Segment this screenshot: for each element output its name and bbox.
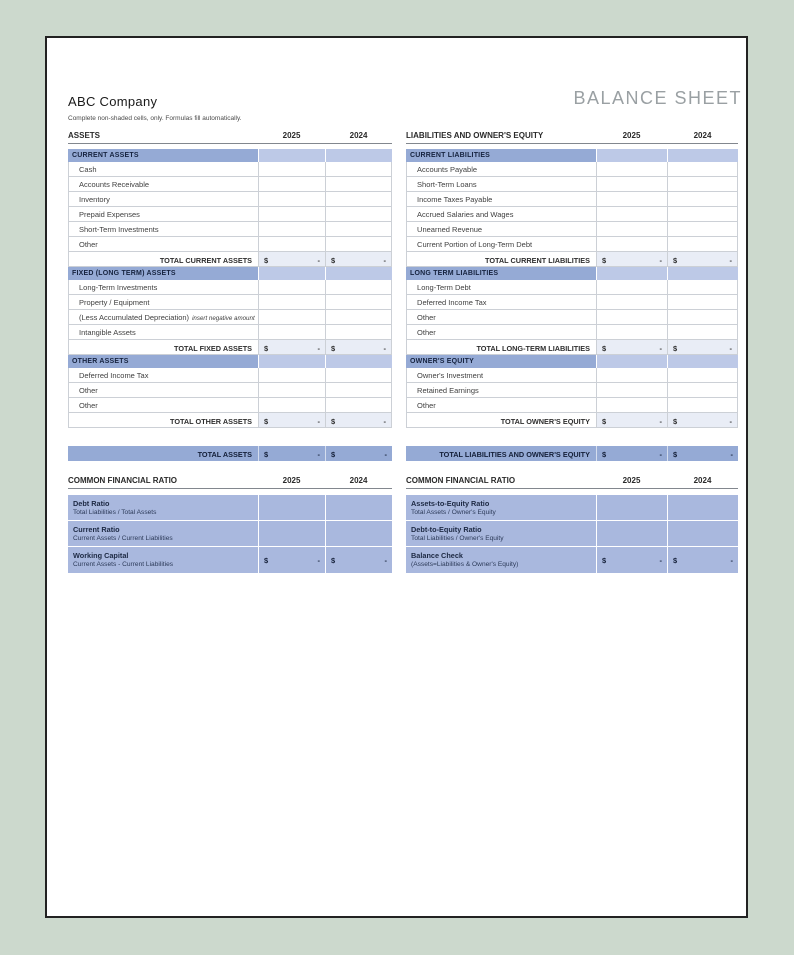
amount-input-cell[interactable] <box>596 383 667 397</box>
section-total-amount-cell <box>325 252 392 266</box>
amount-input-cell[interactable] <box>667 383 738 397</box>
section-total-label: TOTAL OWNER'S EQUITY <box>406 413 596 427</box>
amount-input-cell[interactable] <box>258 310 325 324</box>
amount-placeholder: - <box>317 416 321 426</box>
line-item-label: Property / Equipment <box>79 298 150 307</box>
line-item-label: Cash <box>79 165 97 174</box>
line-item-label: Deferred Income Tax <box>417 298 487 307</box>
ratio-formula: Total Liabilities / Owner's Equity <box>411 535 504 542</box>
section-header-cell <box>325 267 392 280</box>
ratio-formula: Total Liabilities / Total Assets <box>73 509 157 516</box>
ratio-name: Current Ratio <box>73 524 120 534</box>
table-header-row <box>68 129 392 144</box>
currency-symbol: $ <box>264 449 269 459</box>
line-item-label-cell <box>68 237 258 251</box>
ratio-row <box>406 521 738 547</box>
currency-symbol: $ <box>602 255 607 265</box>
amount-input-cell[interactable] <box>667 222 738 236</box>
amount-input-cell[interactable] <box>596 162 667 176</box>
section-header-cell <box>667 355 738 368</box>
section-total-label: TOTAL FIXED ASSETS <box>68 340 258 354</box>
table-title: ASSETS <box>68 131 101 140</box>
currency-symbol: $ <box>331 255 336 265</box>
section-total-amount-cell <box>596 252 667 266</box>
ratio-name: Balance Check <box>411 550 463 560</box>
ratio-title: COMMON FINANCIAL RATIO <box>406 476 516 485</box>
amount-input-cell[interactable] <box>325 237 392 251</box>
amount-input-cell[interactable] <box>325 310 392 324</box>
year-column-header: 2024 <box>693 131 712 140</box>
ratio-value-cell <box>325 495 392 520</box>
section-header-cell <box>667 267 738 280</box>
amount-input-cell[interactable] <box>258 192 325 206</box>
line-item-label: Accrued Salaries and Wages <box>417 210 514 219</box>
line-item-label: Other <box>79 386 98 395</box>
ratio-name: Debt-to-Equity Ratio <box>411 524 482 534</box>
company-name: ABC Company <box>68 94 158 109</box>
section-header-row <box>406 149 738 162</box>
section-header-cell <box>258 149 325 162</box>
amount-input-cell[interactable] <box>596 310 667 324</box>
currency-symbol: $ <box>673 343 678 353</box>
section-total-label: TOTAL OTHER ASSETS <box>68 413 258 427</box>
line-item-row <box>68 192 392 207</box>
line-item-row <box>406 280 738 295</box>
line-item-label-cell <box>68 295 258 309</box>
section-header-cell <box>325 149 392 162</box>
section-title: LONG TERM LIABILITIES <box>406 267 596 280</box>
amount-input-cell[interactable] <box>667 162 738 176</box>
year-column-header: 2025 <box>282 131 301 140</box>
year-column-header: 2024 <box>349 131 368 140</box>
section-header-cell <box>596 149 667 162</box>
line-item-label: Accounts Receivable <box>79 180 150 189</box>
amount-placeholder: - <box>317 343 321 353</box>
line-item-row <box>68 222 392 237</box>
amount-input-cell[interactable] <box>596 177 667 191</box>
ratio-label-cell <box>68 547 258 573</box>
amount-input-cell[interactable] <box>258 383 325 397</box>
currency-symbol: $ <box>264 556 269 565</box>
line-item-label: Short-Term Loans <box>417 180 477 189</box>
ratio-row <box>68 495 392 521</box>
amount-input-cell[interactable] <box>667 310 738 324</box>
section-total-amount-cell <box>258 340 325 354</box>
amount-input-cell[interactable] <box>258 237 325 251</box>
line-item-row <box>68 398 392 413</box>
table-title: LIABILITIES AND OWNER'S EQUITY <box>406 131 544 140</box>
currency-symbol: $ <box>673 416 678 426</box>
section-title: OTHER ASSETS <box>68 355 258 368</box>
ratio-value-cell <box>325 547 392 573</box>
amount-input-cell[interactable] <box>596 237 667 251</box>
section-total-label: TOTAL CURRENT LIABILITIES <box>406 252 596 266</box>
grand-total-amount-cell <box>596 446 667 461</box>
amount-placeholder: - <box>384 449 388 459</box>
section-title: CURRENT ASSETS <box>68 149 258 162</box>
amount-input-cell[interactable] <box>596 207 667 221</box>
amount-input-cell[interactable] <box>667 398 738 412</box>
line-item-label: Current Portion of Long-Term Debt <box>417 240 533 249</box>
table-header-row <box>406 129 738 144</box>
line-item-row <box>406 325 738 340</box>
grand-total-row <box>406 446 738 461</box>
section-total-amount-cell <box>596 340 667 354</box>
year-column-header: 2025 <box>282 476 301 485</box>
amount-input-cell[interactable] <box>325 207 392 221</box>
amount-placeholder: - <box>317 449 321 459</box>
amount-placeholder: - <box>729 255 732 265</box>
currency-symbol: $ <box>673 255 678 265</box>
amount-input-cell[interactable] <box>667 237 738 251</box>
ratio-name: Debt Ratio <box>73 498 110 508</box>
amount-input-cell[interactable] <box>325 368 392 382</box>
amount-placeholder: - <box>729 416 732 426</box>
line-item-label-cell <box>406 280 596 294</box>
amount-input-cell[interactable] <box>325 192 392 206</box>
section-total-label: TOTAL CURRENT ASSETS <box>68 252 258 266</box>
line-item-label: Intangible Assets <box>79 328 136 337</box>
section-title: CURRENT LIABILITIES <box>406 149 596 162</box>
assets-table <box>68 129 392 573</box>
masthead <box>68 88 742 109</box>
amount-input-cell[interactable] <box>596 368 667 382</box>
ratio-label-cell <box>406 521 596 546</box>
grand-total-amount-cell <box>325 446 392 461</box>
amount-input-cell[interactable] <box>596 280 667 294</box>
amount-input-cell[interactable] <box>596 295 667 309</box>
amount-input-cell[interactable] <box>596 325 667 339</box>
ratio-value-cell <box>325 521 392 546</box>
amount-input-cell[interactable] <box>258 177 325 191</box>
amount-input-cell[interactable] <box>667 368 738 382</box>
amount-placeholder: - <box>659 343 662 353</box>
section-header-cell <box>596 267 667 280</box>
currency-symbol: $ <box>602 556 607 565</box>
amount-input-cell[interactable] <box>258 325 325 339</box>
line-item-row <box>406 222 738 237</box>
grand-total-label: TOTAL LIABILITIES AND OWNER'S EQUITY <box>439 449 590 459</box>
currency-symbol: $ <box>673 449 678 459</box>
section-total-label: TOTAL LONG-TERM LIABILITIES <box>406 340 596 354</box>
line-item-label-cell <box>406 237 596 251</box>
line-item-label-cell <box>68 222 258 236</box>
ratio-name: Assets-to-Equity Ratio <box>411 498 490 508</box>
section-total-amount-cell <box>667 252 738 266</box>
section-header-row <box>68 267 392 280</box>
amount-input-cell[interactable] <box>325 398 392 412</box>
line-item-row <box>68 237 392 252</box>
line-item-label-cell <box>406 398 596 412</box>
line-item-label-cell <box>406 295 596 309</box>
line-item-label-cell <box>406 177 596 191</box>
section-total-row <box>406 340 738 355</box>
amount-placeholder: - <box>659 416 662 426</box>
line-item-label: Short-Term Investments <box>79 225 159 234</box>
line-item-label-cell <box>68 368 258 382</box>
amount-input-cell[interactable] <box>258 368 325 382</box>
amount-placeholder: - <box>383 255 387 265</box>
section-total-amount-cell <box>258 413 325 427</box>
instructions-note: Complete non-shaded cells, only. Formulas fill automatically. <box>68 115 242 122</box>
line-item-label-cell <box>68 280 258 294</box>
balance-sheet-tables <box>68 129 738 573</box>
section-total-row <box>68 252 392 267</box>
line-item-label-cell <box>68 162 258 176</box>
ratio-row <box>68 547 392 573</box>
section-total-amount-cell <box>325 340 392 354</box>
amount-placeholder: - <box>384 556 388 565</box>
section-total-row <box>406 413 738 428</box>
ratio-value-cell <box>596 521 667 546</box>
line-item-row <box>68 177 392 192</box>
currency-symbol: $ <box>602 416 607 426</box>
ratio-value-cell <box>258 547 325 573</box>
section-total-row <box>406 252 738 267</box>
amount-input-cell[interactable] <box>258 398 325 412</box>
amount-placeholder: - <box>659 449 662 459</box>
currency-symbol: $ <box>331 556 336 565</box>
ratio-formula: Current Assets - Current Liabilities <box>73 561 174 568</box>
section-total-amount-cell <box>667 340 738 354</box>
amount-placeholder: - <box>383 343 387 353</box>
section-header-cell <box>596 355 667 368</box>
liabilities-table <box>406 129 738 573</box>
ratio-title: COMMON FINANCIAL RATIO <box>68 476 178 485</box>
currency-symbol: $ <box>264 255 269 265</box>
ratio-row <box>68 521 392 547</box>
amount-placeholder: - <box>317 255 321 265</box>
section-title: OWNER'S EQUITY <box>406 355 596 368</box>
ratio-value-cell <box>667 547 738 573</box>
ratio-row <box>406 547 738 573</box>
currency-symbol: $ <box>331 416 336 426</box>
amount-placeholder: - <box>383 416 387 426</box>
section-header-cell <box>258 355 325 368</box>
amount-input-cell[interactable] <box>667 207 738 221</box>
currency-symbol: $ <box>673 556 678 565</box>
line-item-label-cell <box>68 398 258 412</box>
year-column-header: 2025 <box>622 131 641 140</box>
amount-input-cell[interactable] <box>325 383 392 397</box>
currency-symbol: $ <box>331 449 336 459</box>
line-item-label: Long-Term Debt <box>417 283 471 292</box>
line-item-label-cell <box>68 192 258 206</box>
amount-input-cell[interactable] <box>596 222 667 236</box>
line-item-label: Inventory <box>79 195 110 204</box>
line-item-label: Accounts Payable <box>417 165 478 174</box>
ratio-value-cell <box>596 547 667 573</box>
amount-input-cell[interactable] <box>325 295 392 309</box>
line-item-label-cell <box>68 310 258 324</box>
amount-input-cell[interactable] <box>325 162 392 176</box>
section-header-row <box>68 149 392 162</box>
amount-input-cell[interactable] <box>258 280 325 294</box>
line-item-row <box>68 207 392 222</box>
section-title: FIXED (LONG TERM) ASSETS <box>68 267 258 280</box>
line-item-label: (Less Accumulated Depreciation) <box>79 313 190 322</box>
amount-input-cell[interactable] <box>258 207 325 221</box>
line-item-label-cell <box>406 162 596 176</box>
amount-input-cell[interactable] <box>325 222 392 236</box>
currency-symbol: $ <box>331 343 336 353</box>
line-item-label-cell <box>406 222 596 236</box>
line-item-label-cell <box>406 368 596 382</box>
ratio-formula: (Assets=Liabilities & Owner's Equity) <box>411 561 519 568</box>
section-total-amount-cell <box>596 413 667 427</box>
currency-symbol: $ <box>602 449 607 459</box>
line-item-label: Owner's Investment <box>417 371 484 380</box>
line-item-label-cell <box>406 310 596 324</box>
line-item-row <box>406 237 738 252</box>
ratio-header-row <box>68 474 392 489</box>
section-total-amount-cell <box>667 413 738 427</box>
amount-input-cell[interactable] <box>667 192 738 206</box>
ratio-value-cell <box>258 521 325 546</box>
document-title: BALANCE SHEET <box>573 88 742 108</box>
line-item-label-cell <box>406 325 596 339</box>
line-item-note: insert negative amount <box>192 315 255 322</box>
line-item-label: Other <box>79 401 98 410</box>
amount-placeholder: - <box>317 556 321 565</box>
currency-symbol: $ <box>264 416 269 426</box>
line-item-row <box>406 398 738 413</box>
amount-input-cell[interactable] <box>596 398 667 412</box>
line-item-label-cell <box>68 177 258 191</box>
amount-input-cell[interactable] <box>325 325 392 339</box>
year-column-header: 2024 <box>349 476 368 485</box>
amount-input-cell[interactable] <box>325 280 392 294</box>
currency-symbol: $ <box>264 343 269 353</box>
amount-input-cell[interactable] <box>667 280 738 294</box>
section-header-row <box>68 355 392 368</box>
section-total-amount-cell <box>325 413 392 427</box>
ratio-label-cell <box>406 495 596 520</box>
grand-total-label: TOTAL ASSETS <box>197 449 253 459</box>
ratio-formula: Total Assets / Owner's Equity <box>411 509 496 516</box>
ratio-name: Working Capital <box>73 550 129 560</box>
line-item-row <box>406 162 738 177</box>
ratio-row <box>406 495 738 521</box>
amount-placeholder: - <box>729 343 732 353</box>
line-item-row <box>406 310 738 325</box>
line-item-label-cell <box>406 383 596 397</box>
amount-placeholder: - <box>730 449 733 459</box>
line-item-row <box>406 207 738 222</box>
section-header-cell <box>667 149 738 162</box>
line-item-label-cell <box>406 207 596 221</box>
line-item-row <box>68 280 392 295</box>
line-item-label: Other <box>417 401 436 410</box>
grand-total-row <box>68 446 392 461</box>
line-item-label: Unearned Revenue <box>417 225 483 234</box>
line-item-row <box>68 310 392 325</box>
line-item-row <box>68 295 392 310</box>
amount-placeholder: - <box>659 255 662 265</box>
line-item-label: Deferred Income Tax <box>79 371 149 380</box>
line-item-row <box>406 383 738 398</box>
ratio-label-cell <box>68 521 258 546</box>
line-item-label: Prepaid Expenses <box>79 210 140 219</box>
line-item-label-cell <box>406 192 596 206</box>
amount-input-cell[interactable] <box>667 325 738 339</box>
line-item-row <box>68 325 392 340</box>
grand-total-amount-cell <box>258 446 325 461</box>
ratio-value-cell <box>258 495 325 520</box>
section-header-cell <box>258 267 325 280</box>
line-item-row <box>406 368 738 383</box>
year-column-header: 2024 <box>693 476 712 485</box>
balance-sheet-page <box>45 36 748 918</box>
line-item-label: Other <box>79 240 98 249</box>
amount-input-cell[interactable] <box>596 192 667 206</box>
line-item-label: Other <box>417 313 436 322</box>
ratio-label-cell <box>406 547 596 573</box>
section-total-row <box>68 340 392 355</box>
line-item-row <box>68 368 392 383</box>
amount-placeholder: - <box>730 556 733 565</box>
section-total-amount-cell <box>258 252 325 266</box>
amount-input-cell[interactable] <box>258 222 325 236</box>
amount-input-cell[interactable] <box>258 162 325 176</box>
line-item-label: Retained Earnings <box>417 386 479 395</box>
ratio-label-cell <box>68 495 258 520</box>
line-item-label: Long-Term Investments <box>79 283 158 292</box>
amount-input-cell[interactable] <box>667 177 738 191</box>
section-header-cell <box>325 355 392 368</box>
line-item-label-cell <box>68 383 258 397</box>
line-item-label: Income Taxes Payable <box>417 195 493 204</box>
amount-input-cell[interactable] <box>667 295 738 309</box>
page-content <box>47 38 746 573</box>
ratio-value-cell <box>596 495 667 520</box>
line-item-row <box>406 192 738 207</box>
ratio-value-cell <box>667 521 738 546</box>
amount-input-cell[interactable] <box>325 177 392 191</box>
grand-total-amount-cell <box>667 446 738 461</box>
year-column-header: 2025 <box>622 476 641 485</box>
section-header-row <box>406 355 738 368</box>
ratio-formula: Current Assets / Current Liabilities <box>73 535 173 542</box>
ratio-header-row <box>406 474 738 489</box>
amount-input-cell[interactable] <box>258 295 325 309</box>
line-item-row <box>406 177 738 192</box>
section-header-row <box>406 267 738 280</box>
currency-symbol: $ <box>602 343 607 353</box>
line-item-row <box>68 383 392 398</box>
line-item-row <box>406 295 738 310</box>
line-item-label-cell <box>68 207 258 221</box>
line-item-row <box>68 162 392 177</box>
line-item-label-cell <box>68 325 258 339</box>
ratio-value-cell <box>667 495 738 520</box>
line-item-label: Other <box>417 328 436 337</box>
section-total-row <box>68 413 392 428</box>
amount-placeholder: - <box>659 556 662 565</box>
